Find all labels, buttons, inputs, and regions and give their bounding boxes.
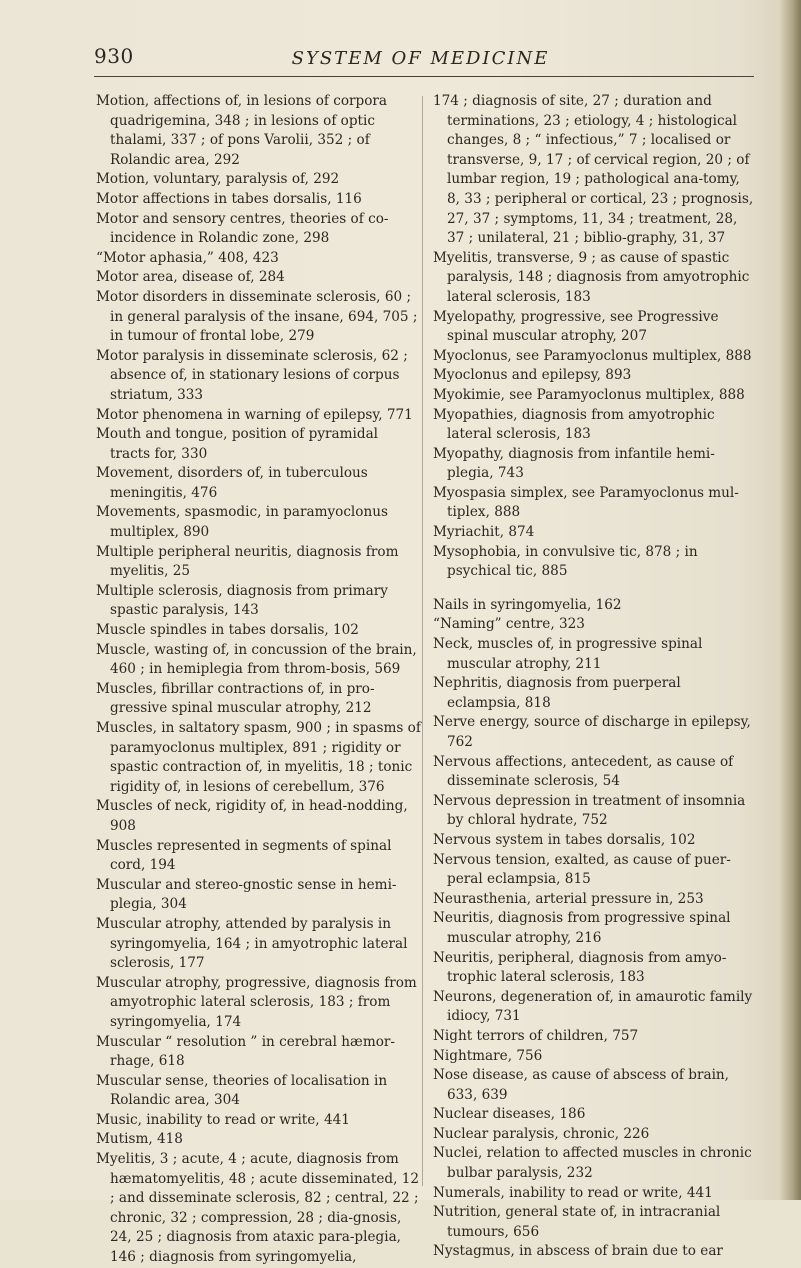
header-rule [94,76,754,77]
index-entry: Neuritis, diagnosis from progressive spinal muscular atrophy, 216 [433,910,731,946]
index-entry: Muscular atrophy, progressive, diagnosis from amyotrophic lateral sclerosis, 183 ; from syringomyelia, 174 [96,974,417,1030]
index-entry: “Naming” centre, 323 [433,616,585,633]
index-entry: Numerals, inability to read or write, 441 [433,1184,713,1201]
index-entry: Nuclei, relation to affected muscles in chronic bulbar paralysis, 232 [433,1145,752,1182]
index-entry: Myokimie, see Paramyoclonus multiplex, 888 [433,386,745,403]
page-edge-shadow [779,0,801,1200]
index-entry: Myelitis, transverse, 9 ; as cause of spastic paralysis, 148 ; diagnosis from amyotrophic lateral sclerosis, 183 [433,249,750,305]
running-title: SYSTEM OF MEDICINE [291,48,550,69]
index-entry: Motor disorders in disseminate sclerosis, 60 ; in general paralysis of the insane, 694, 705 ; in tumour of frontal lobe, 279 [96,288,418,345]
index-entry: Myoclonus, see Paramyoclonus multiplex, 888 [433,347,752,364]
index-entry: Motor and sensory centres, theories of co-incidence in Rolandic zone, 298 [96,210,389,247]
page-number: 930 [94,44,134,68]
index-entry: Mysophobia, in convulsive tic, 878 ; in psychical tic, 885 [433,543,698,580]
index-entry: Motion, voluntary, paralysis of, 292 [96,171,340,188]
index-entry: Movement, disorders of, in tuberculous meningitis, 476 [96,465,368,501]
index-entry: Motor area, disease of, 284 [96,269,285,286]
index-entry: Nuclear paralysis, chronic, 226 [433,1125,650,1142]
index-entry: Mouth and tongue, position of pyramidal tracts for, 330 [96,426,379,462]
index-entry: Multiple peripheral neuritis, diagnosis from myelitis, 25 [96,543,399,580]
index-entry: Muscles of neck, rigidity of, in head-nodding, 908 [96,798,408,834]
index-entry: Myospasia simplex, see Paramyoclonus mul-tiplex, 888 [433,484,739,521]
index-entry: Neurasthenia, arterial pressure in, 253 [433,890,704,907]
index-entry: Muscle spindles in tabes dorsalis, 102 [96,622,359,639]
index-entry: Neck, muscles of, in progressive spinal muscular atrophy, 211 [433,636,703,672]
index-entry: Muscular and stereo-gnostic sense in hemi-plegia, 304 [96,876,397,913]
index-entry: “Motor aphasia,” 408, 423 [96,249,279,266]
index-entry: 174 ; diagnosis of site, 27 ; duration and terminations, 23 ; etiology, 4 ; histological changes, 8 ; “ infectious,” 7 ; localised or transverse, 9, 17 ; of cervical region, 20 ; of lumbar region, 19 ; pathological ana-tomy, 8, 33 ; peripheral or cortical, 23 ; prognosis, 27, 37 ; symptoms, 11, 34 ; treatment, 28, 37 ; unilateral, 21 ; biblio-graphy, 31, 37 [433,93,754,247]
index-entry: Motor affections in tabes dorsalis, 116 [96,190,362,207]
index-entry: Movements, spasmodic, in paramyoclonus multiplex, 890 [96,504,388,541]
index-entry: Nose disease, as cause of abscess of brain, 633, 639 [433,1067,729,1103]
index-entry: Myelitis, 3 ; acute, 4 ; acute, diagnosis from hæmatomyelitis, 48 ; acute disseminated, 12 ; and disseminate sclerosis, 82 ; central, 22 ; chronic, 32 ; compression, 28 ; dia-gnosis, 24, 25 ; diagnosis from ataxic para-plegia, 146 ; diagnosis from syringomyelia, [96,1151,420,1266]
index-entry: Nerve energy, source of discharge in epilepsy, 762 [433,714,751,750]
index-entry: Nervous system in tabes dorsalis, 102 [433,831,696,848]
index-entry: Nutrition, general state of, in intracranial tumours, 656 [433,1204,721,1240]
index-column-right [433,92,755,1262]
index-entry: Neuritis, peripheral, diagnosis from amyo-trophic lateral sclerosis, 183 [433,949,727,986]
index-entry: Muscular atrophy, attended by paralysis in syringomyelia, 164 ; in amyotrophic lateral sclerosis, 177 [96,915,408,972]
index-entry: Myopathy, diagnosis from infantile hemi-plegia, 743 [433,445,715,482]
index-entry: Muscles, fibrillar contractions of, in pro-gressive spinal muscular atrophy, 212 [96,680,375,717]
index-entry: Myoclonus and epilepsy, 893 [433,367,632,384]
index-entry: Mutism, 418 [96,1131,183,1148]
index-entry: Nervous depression in treatment of insomnia by chloral hydrate, 752 [433,792,746,829]
index-entry: Motion, affections of, in lesions of corpora quadrigemina, 348 ; in lesions of optic thalami, 337 ; of pons Varolii, 352 ; of Rolandic area, 292 [96,93,388,168]
index-group-n [433,596,755,1262]
index-entry: Nails in syringomyelia, 162 [433,596,622,613]
index-entry: Muscles represented in segments of spinal cord, 194 [96,837,392,874]
index-entry: Neurons, degeneration of, in amaurotic family idiocy, 731 [433,988,753,1025]
index-entry: Music, inability to read or write, 441 [96,1111,350,1128]
index-entry: Muscles, in saltatory spasm, 900 ; in spasms of paramyoclonus multiplex, 891 ; rigidity or spastic contraction of, in myelitis, 18 ; tonic rigidity of, in lesions of cerebellum, 376 [96,720,421,795]
index-entry: Nystagmus, in abscess of brain due to ear [433,1243,723,1260]
index-entry: Nephritis, diagnosis from puerperal eclampsia, 818 [433,675,681,711]
index-entry: Myelopathy, progressive, see Progressive spinal muscular atrophy, 207 [433,308,719,345]
index-entry: Night terrors of children, 757 [433,1027,639,1044]
page-header [0,44,801,84]
index-group-m [433,92,755,582]
index-entry: Muscle, wasting of, in concussion of the brain, 460 ; in hemiplegia from throm-bosis, 569 [96,641,417,678]
index-entry: Motor paralysis in disseminate sclerosis, 62 ; absence of, in stationary lesions of corpus striatum, 333 [96,347,408,403]
index-entry: Muscular “ resolution ” in cerebral hæmor-rhage, 618 [96,1033,396,1070]
index-entry: Nightmare, 756 [433,1047,543,1064]
index-entry: Muscular sense, theories of localisation in Rolandic area, 304 [96,1072,388,1109]
index-entry: Nervous affections, antecedent, as cause of disseminate sclerosis, 54 [433,753,734,790]
column-divider [422,96,423,1186]
index-entry: Nuclear diseases, 186 [433,1106,586,1123]
index-entry: Nervous tension, exalted, as cause of puer-peral eclampsia, 815 [433,851,731,888]
index-entry: Multiple sclerosis, diagnosis from primary spastic paralysis, 143 [96,582,388,619]
index-entry: Motor phenomena in warning of epilepsy, 771 [96,406,413,423]
index-column-left [96,92,421,1268]
index-entry: Myriachit, 874 [433,524,535,541]
index-entry: Myopathies, diagnosis from amyotrophic lateral sclerosis, 183 [433,406,715,443]
